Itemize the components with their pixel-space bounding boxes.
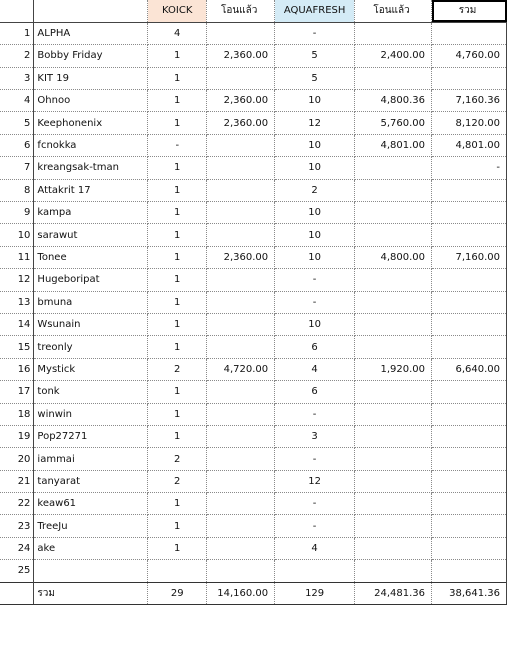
koick-paid-cell[interactable] xyxy=(207,403,275,425)
row-total-cell[interactable] xyxy=(432,291,507,313)
table-row xyxy=(0,515,507,537)
koick-paid-cell[interactable] xyxy=(207,67,275,89)
row-total-cell[interactable] xyxy=(432,425,507,447)
name-cell[interactable]: Pop27271 xyxy=(34,425,148,447)
aquafresh-qty-cell[interactable]: 10 xyxy=(275,246,355,268)
koick-paid-cell[interactable] xyxy=(207,202,275,224)
row-number-cell[interactable]: 3 xyxy=(0,67,34,89)
name-cell[interactable]: Keephonenix xyxy=(34,112,148,134)
name-cell[interactable]: iammai xyxy=(34,448,148,470)
koick-qty-cell[interactable]: 1 xyxy=(148,425,207,447)
koick-qty-cell[interactable] xyxy=(148,560,207,582)
table-row xyxy=(0,134,507,156)
aquafresh-paid-cell[interactable] xyxy=(355,336,432,358)
row-number-cell[interactable]: 11 xyxy=(0,246,34,268)
row-number-cell[interactable]: 21 xyxy=(0,470,34,492)
name-cell[interactable]: tanyarat xyxy=(34,470,148,492)
aquafresh-qty-cell[interactable]: - xyxy=(275,291,355,313)
koick-qty-cell[interactable]: 1 xyxy=(148,90,207,112)
header-total-cell[interactable]: รวม xyxy=(432,0,507,22)
table-row xyxy=(0,291,507,313)
row-number-cell[interactable]: 15 xyxy=(0,336,34,358)
name-cell[interactable]: Hugeboripat xyxy=(34,269,148,291)
koick-paid-cell[interactable] xyxy=(207,22,275,44)
table-row xyxy=(0,403,507,425)
totals-aquafresh-cell[interactable]: 129 xyxy=(275,582,355,604)
name-cell[interactable]: Ohnoo xyxy=(34,90,148,112)
row-number-cell[interactable]: 10 xyxy=(0,224,34,246)
aquafresh-paid-cell[interactable] xyxy=(355,157,432,179)
koick-paid-cell[interactable] xyxy=(207,291,275,313)
koick-qty-cell[interactable]: - xyxy=(148,134,207,156)
aquafresh-paid-cell[interactable] xyxy=(355,470,432,492)
row-number-cell[interactable]: 19 xyxy=(0,425,34,447)
table-row xyxy=(0,22,507,44)
row-number-cell[interactable]: 24 xyxy=(0,537,34,559)
koick-qty-cell[interactable]: 1 xyxy=(148,291,207,313)
data-rows xyxy=(0,22,507,582)
koick-qty-cell[interactable]: 1 xyxy=(148,179,207,201)
header-koick-paid-cell[interactable]: โอนแล้ว xyxy=(207,0,275,22)
aquafresh-qty-cell[interactable]: 12 xyxy=(275,470,355,492)
row-number-cell[interactable]: 5 xyxy=(0,112,34,134)
aquafresh-paid-cell[interactable] xyxy=(355,202,432,224)
aquafresh-qty-cell[interactable]: 4 xyxy=(275,358,355,380)
name-cell[interactable]: winwin xyxy=(34,403,148,425)
row-number-cell[interactable]: 9 xyxy=(0,202,34,224)
row-total-cell[interactable] xyxy=(432,448,507,470)
row-number-cell[interactable]: 1 xyxy=(0,22,34,44)
aquafresh-qty-cell[interactable]: 5 xyxy=(275,67,355,89)
koick-paid-cell[interactable] xyxy=(207,425,275,447)
aquafresh-paid-cell[interactable] xyxy=(355,537,432,559)
row-number-cell[interactable]: 2 xyxy=(0,45,34,67)
aquafresh-qty-cell[interactable] xyxy=(275,560,355,582)
aquafresh-qty-cell[interactable]: 10 xyxy=(275,202,355,224)
koick-paid-cell[interactable]: 4,720.00 xyxy=(207,358,275,380)
aquafresh-qty-cell[interactable]: 10 xyxy=(275,157,355,179)
aquafresh-paid-cell[interactable]: 1,920.00 xyxy=(355,358,432,380)
aquafresh-qty-cell[interactable]: 5 xyxy=(275,45,355,67)
table-row xyxy=(0,67,507,89)
koick-qty-cell[interactable]: 1 xyxy=(148,515,207,537)
row-total-cell[interactable] xyxy=(432,67,507,89)
koick-paid-cell[interactable]: 2,360.00 xyxy=(207,90,275,112)
row-number-cell[interactable]: 18 xyxy=(0,403,34,425)
koick-paid-cell[interactable] xyxy=(207,448,275,470)
koick-paid-cell[interactable]: 2,360.00 xyxy=(207,112,275,134)
table-row xyxy=(0,112,507,134)
header-koick-cell[interactable]: KOICK xyxy=(148,0,207,22)
name-cell[interactable] xyxy=(34,560,148,582)
aquafresh-qty-cell[interactable]: - xyxy=(275,22,355,44)
aquafresh-paid-cell[interactable] xyxy=(355,425,432,447)
koick-paid-cell[interactable] xyxy=(207,269,275,291)
name-cell[interactable]: kreangsak-tman xyxy=(34,157,148,179)
row-total-cell[interactable]: 8,120.00 xyxy=(432,112,507,134)
row-number-cell[interactable]: 7 xyxy=(0,157,34,179)
koick-paid-cell[interactable] xyxy=(207,336,275,358)
name-cell[interactable]: ake xyxy=(34,537,148,559)
totals-grand-cell[interactable]: 38,641.36 xyxy=(432,582,507,604)
row-number-cell[interactable]: 14 xyxy=(0,313,34,335)
koick-qty-cell[interactable]: 1 xyxy=(148,403,207,425)
aquafresh-paid-cell[interactable] xyxy=(355,515,432,537)
table-row xyxy=(0,179,507,201)
table-row xyxy=(0,90,507,112)
koick-qty-cell[interactable]: 1 xyxy=(148,45,207,67)
name-cell[interactable]: sarawut xyxy=(34,224,148,246)
koick-qty-cell[interactable]: 1 xyxy=(148,381,207,403)
name-cell[interactable]: tonk xyxy=(34,381,148,403)
aquafresh-paid-cell[interactable] xyxy=(355,403,432,425)
aquafresh-paid-cell[interactable] xyxy=(355,67,432,89)
header-row xyxy=(0,0,507,22)
koick-qty-cell[interactable]: 1 xyxy=(148,157,207,179)
totals-row xyxy=(0,582,507,604)
koick-paid-cell[interactable] xyxy=(207,157,275,179)
table-row xyxy=(0,45,507,67)
aquafresh-qty-cell[interactable]: 4 xyxy=(275,537,355,559)
row-total-cell[interactable]: 4,801.00 xyxy=(432,134,507,156)
koick-qty-cell[interactable]: 1 xyxy=(148,269,207,291)
aquafresh-paid-cell[interactable]: 2,400.00 xyxy=(355,45,432,67)
aquafresh-paid-cell[interactable]: 4,800.00 xyxy=(355,246,432,268)
row-total-cell[interactable] xyxy=(432,313,507,335)
koick-paid-cell[interactable]: 2,360.00 xyxy=(207,246,275,268)
row-total-cell[interactable] xyxy=(432,269,507,291)
row-total-cell[interactable] xyxy=(432,537,507,559)
table-row xyxy=(0,313,507,335)
table-row xyxy=(0,560,507,582)
aquafresh-qty-cell[interactable]: - xyxy=(275,403,355,425)
koick-paid-cell[interactable] xyxy=(207,537,275,559)
row-total-cell[interactable] xyxy=(432,224,507,246)
table-row xyxy=(0,157,507,179)
aquafresh-paid-cell[interactable] xyxy=(355,269,432,291)
koick-paid-cell[interactable] xyxy=(207,493,275,515)
aquafresh-paid-cell[interactable] xyxy=(355,291,432,313)
name-cell[interactable]: Bobby Friday xyxy=(34,45,148,67)
aquafresh-paid-cell[interactable] xyxy=(355,179,432,201)
koick-qty-cell[interactable]: 1 xyxy=(148,202,207,224)
koick-qty-cell[interactable]: 1 xyxy=(148,67,207,89)
row-total-cell[interactable] xyxy=(432,336,507,358)
name-cell[interactable]: bmuna xyxy=(34,291,148,313)
name-cell[interactable]: Mystick xyxy=(34,358,148,380)
aquafresh-qty-cell[interactable]: 6 xyxy=(275,381,355,403)
row-total-cell[interactable]: 7,160.00 xyxy=(432,246,507,268)
totals-rownum-cell[interactable] xyxy=(0,582,34,604)
koick-paid-cell[interactable] xyxy=(207,470,275,492)
table-row xyxy=(0,537,507,559)
aquafresh-paid-cell[interactable] xyxy=(355,560,432,582)
koick-qty-cell[interactable]: 4 xyxy=(148,22,207,44)
koick-paid-cell[interactable] xyxy=(207,560,275,582)
table-row xyxy=(0,246,507,268)
row-number-cell[interactable]: 22 xyxy=(0,493,34,515)
name-cell[interactable]: Attakrit 17 xyxy=(34,179,148,201)
totals-label-cell[interactable]: รวม xyxy=(34,582,148,604)
row-total-cell[interactable] xyxy=(432,470,507,492)
row-number-cell[interactable]: 4 xyxy=(0,90,34,112)
koick-qty-cell[interactable]: 2 xyxy=(148,358,207,380)
aquafresh-paid-cell[interactable] xyxy=(355,22,432,44)
name-cell[interactable]: Tonee xyxy=(34,246,148,268)
row-number-cell[interactable]: 8 xyxy=(0,179,34,201)
row-total-cell[interactable] xyxy=(432,381,507,403)
aquafresh-qty-cell[interactable]: - xyxy=(275,269,355,291)
table-row xyxy=(0,381,507,403)
header-aquafresh-paid-cell[interactable]: โอนแล้ว xyxy=(355,0,432,22)
aquafresh-qty-cell[interactable]: 10 xyxy=(275,313,355,335)
totals-koick-cell[interactable]: 29 xyxy=(148,582,207,604)
koick-qty-cell[interactable]: 1 xyxy=(148,537,207,559)
row-number-cell[interactable]: 20 xyxy=(0,448,34,470)
table-row xyxy=(0,224,507,246)
table-row xyxy=(0,448,507,470)
totals-aquafresh-paid-cell[interactable]: 24,481.36 xyxy=(355,582,432,604)
totals-koick-paid-cell[interactable]: 14,160.00 xyxy=(207,582,275,604)
table-row xyxy=(0,336,507,358)
name-cell[interactable]: Wsunain xyxy=(34,313,148,335)
table-row xyxy=(0,493,507,515)
koick-qty-cell[interactable]: 1 xyxy=(148,224,207,246)
row-number-cell[interactable]: 13 xyxy=(0,291,34,313)
name-cell[interactable]: keaw61 xyxy=(34,493,148,515)
name-cell[interactable]: treonly xyxy=(34,336,148,358)
aquafresh-qty-cell[interactable]: 2 xyxy=(275,179,355,201)
koick-paid-cell[interactable] xyxy=(207,381,275,403)
aquafresh-qty-cell[interactable]: 3 xyxy=(275,425,355,447)
name-cell[interactable]: KIT 19 xyxy=(34,67,148,89)
row-total-cell[interactable]: 6,640.00 xyxy=(432,358,507,380)
row-total-cell[interactable] xyxy=(432,202,507,224)
aquafresh-qty-cell[interactable]: - xyxy=(275,515,355,537)
koick-paid-cell[interactable] xyxy=(207,313,275,335)
row-total-cell[interactable] xyxy=(432,403,507,425)
koick-paid-cell[interactable]: 2,360.00 xyxy=(207,45,275,67)
aquafresh-paid-cell[interactable] xyxy=(355,493,432,515)
table-row xyxy=(0,470,507,492)
koick-qty-cell[interactable]: 1 xyxy=(148,336,207,358)
aquafresh-qty-cell[interactable]: 10 xyxy=(275,90,355,112)
aquafresh-paid-cell[interactable]: 4,801.00 xyxy=(355,134,432,156)
aquafresh-qty-cell[interactable]: - xyxy=(275,448,355,470)
name-cell[interactable]: fcnokka xyxy=(34,134,148,156)
row-total-cell[interactable] xyxy=(432,22,507,44)
row-number-cell[interactable]: 23 xyxy=(0,515,34,537)
koick-paid-cell[interactable] xyxy=(207,224,275,246)
koick-paid-cell[interactable] xyxy=(207,179,275,201)
name-cell[interactable]: ALPHA xyxy=(34,22,148,44)
koick-qty-cell[interactable]: 1 xyxy=(148,112,207,134)
aquafresh-paid-cell[interactable] xyxy=(355,224,432,246)
row-number-cell[interactable]: 6 xyxy=(0,134,34,156)
aquafresh-qty-cell[interactable]: 12 xyxy=(275,112,355,134)
koick-qty-cell[interactable]: 2 xyxy=(148,470,207,492)
row-number-cell[interactable]: 25 xyxy=(0,560,34,582)
aquafresh-qty-cell[interactable]: 10 xyxy=(275,224,355,246)
row-total-cell[interactable] xyxy=(432,179,507,201)
header-name-cell[interactable] xyxy=(34,0,148,22)
name-cell[interactable]: kampa xyxy=(34,202,148,224)
row-total-cell[interactable] xyxy=(432,515,507,537)
koick-qty-cell[interactable]: 1 xyxy=(148,313,207,335)
koick-qty-cell[interactable]: 2 xyxy=(148,448,207,470)
aquafresh-paid-cell[interactable] xyxy=(355,313,432,335)
table-row xyxy=(0,425,507,447)
aquafresh-paid-cell[interactable] xyxy=(355,381,432,403)
row-total-cell[interactable] xyxy=(432,493,507,515)
aquafresh-paid-cell[interactable] xyxy=(355,448,432,470)
header-aquafresh-cell[interactable]: AQUAFRESH xyxy=(275,0,355,22)
aquafresh-qty-cell[interactable]: 6 xyxy=(275,336,355,358)
aquafresh-paid-cell[interactable]: 5,760.00 xyxy=(355,112,432,134)
row-total-cell[interactable]: 7,160.36 xyxy=(432,90,507,112)
table-row xyxy=(0,202,507,224)
table-row xyxy=(0,358,507,380)
aquafresh-qty-cell[interactable]: 10 xyxy=(275,134,355,156)
aquafresh-qty-cell[interactable]: - xyxy=(275,493,355,515)
koick-paid-cell[interactable] xyxy=(207,134,275,156)
row-number-cell[interactable]: 12 xyxy=(0,269,34,291)
row-total-cell[interactable]: 4,760.00 xyxy=(432,45,507,67)
row-total-cell[interactable]: - xyxy=(432,157,507,179)
header-rownum-cell[interactable] xyxy=(0,0,34,22)
row-number-cell[interactable]: 16 xyxy=(0,358,34,380)
aquafresh-paid-cell[interactable]: 4,800.36 xyxy=(355,90,432,112)
name-cell[interactable]: TreeJu xyxy=(34,515,148,537)
koick-paid-cell[interactable] xyxy=(207,515,275,537)
row-total-cell[interactable] xyxy=(432,560,507,582)
table-row xyxy=(0,269,507,291)
koick-qty-cell[interactable]: 1 xyxy=(148,493,207,515)
koick-qty-cell[interactable]: 1 xyxy=(148,246,207,268)
row-number-cell[interactable]: 17 xyxy=(0,381,34,403)
